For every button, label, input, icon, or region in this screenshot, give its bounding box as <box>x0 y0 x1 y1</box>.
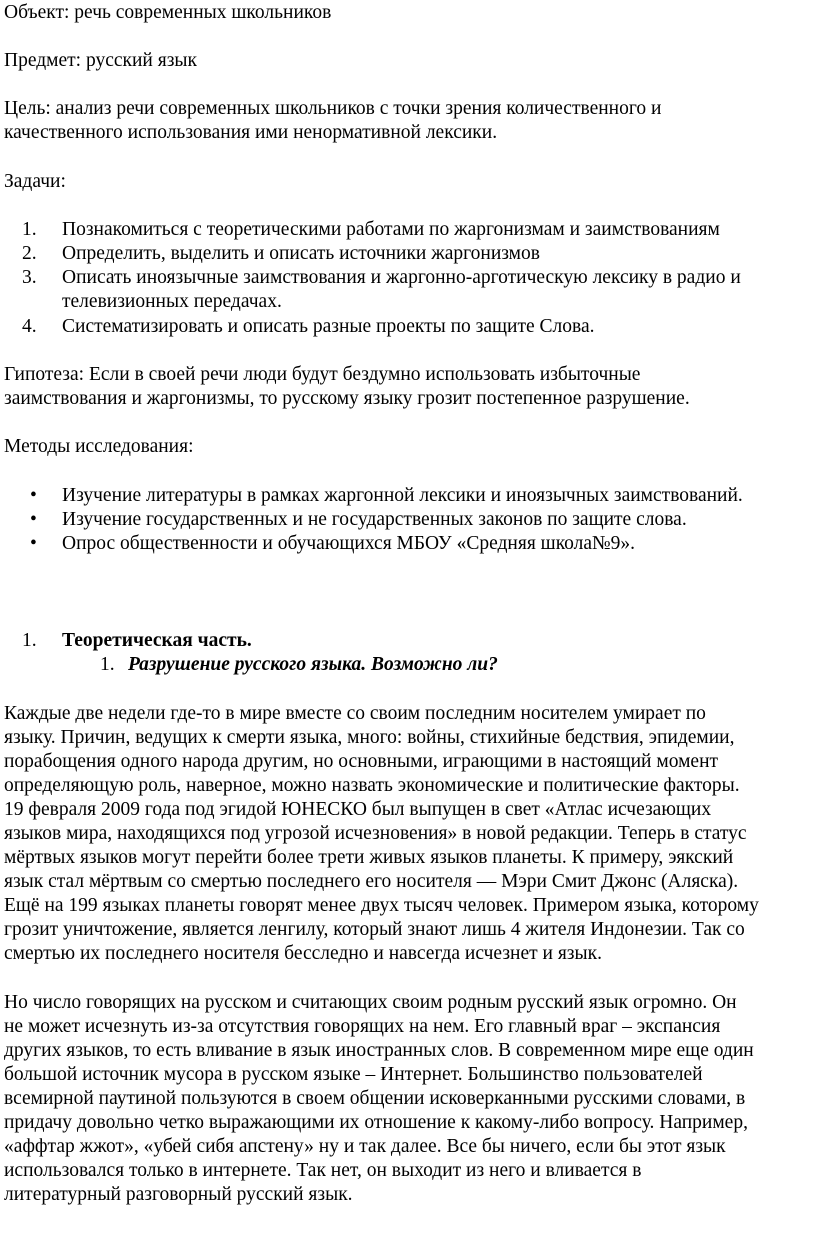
paragraph-line: Ещё на 199 языках планеты говорят менее двух тысяч человек. Примером языка, которому <box>4 895 759 916</box>
hypothesis-line-2: заимствования и жаргонизмы, то русскому языку грозит постепенное разрушение. <box>4 388 690 409</box>
goal-line-1: Цель: анализ речи современных школьников с точки зрения количественного и <box>4 98 662 119</box>
task-text: Определить, выделить и описать источники жаргонизмов <box>62 243 540 264</box>
task-text: Познакомиться с теоретическими работами по жаргонизмам и заимствованиям <box>62 219 720 240</box>
goal-line-2: качественного использования ими ненормативной лексики. <box>4 122 498 143</box>
paragraph-line: других языков, то есть вливание в язык иностранных слов. В современном мире еще один <box>4 1040 754 1061</box>
paragraph-line: «аффтар жжот», «убей сибя апстену» ну и так далее. Все бы ничего, если бы этот язык <box>4 1136 726 1157</box>
paragraph-line: порабощения одного народа другим, но основными, играющими в настоящий момент <box>4 751 719 772</box>
paragraph-line: 19 февраля 2009 года под эгидой ЮНЕСКО был выпущен в свет «Атлас исчезающих <box>4 799 712 820</box>
task-text: Описать иноязычные заимствования и жаргонно-арготическую лексику в радио и <box>62 267 741 288</box>
paragraph-line: языков мира, находящихся под угрозой исчезновения» в новой редакции. Теперь в статус <box>4 823 747 844</box>
task-text: Систематизировать и описать разные проекты по защите Слова. <box>62 316 595 337</box>
task-text-continued: телевизионных передачах. <box>62 291 282 312</box>
task-number: 1. <box>22 219 37 240</box>
bullet-icon: • <box>30 485 37 506</box>
bullet-icon: • <box>30 509 37 530</box>
paragraph-line: мёртвых языков могут перейти более трети живых языков планеты. К примеру, эякский <box>4 847 734 868</box>
paragraph-line: определяющую роль, наверное, можно назвать экономические и политические факторы. <box>4 775 740 796</box>
paragraph-line: использовался только в интернете. Так нет, он выходит из него и вливается в <box>4 1160 642 1181</box>
task-number: 2. <box>22 243 37 264</box>
object-line: Объект: речь современных школьников <box>4 2 332 23</box>
paragraph-line: всемирной паутиной пользуются в своем общении исковерканными русскими словами, в <box>4 1088 746 1109</box>
paragraph-line: Каждые две недели где-то в мире вместе со своим последним носителем умирает по <box>4 703 706 724</box>
task-number: 4. <box>22 316 37 337</box>
paragraph-line: литературный разговорный русский язык. <box>4 1184 353 1205</box>
bullet-icon: • <box>30 533 37 554</box>
method-text: Опрос общественности и обучающихся МБОУ «Средняя школа№9». <box>62 533 636 554</box>
paragraph-line: придачу довольно четко выражающими их отношение к какому-либо вопросу. Например, <box>4 1112 748 1133</box>
paragraph-line: грозит уничтожение, является ленгилу, который знают лишь 4 жителя Индонезии. Так со <box>4 919 745 940</box>
hypothesis-line-1: Гипотеза: Если в своей речи люди будут бездумно использовать избыточные <box>4 364 641 385</box>
tasks-heading: Задачи: <box>4 171 66 192</box>
subject-line: Предмет: русский язык <box>4 50 197 71</box>
subsection-number: 1. <box>100 654 115 675</box>
paragraph-line: язык стал мёртвым со смертью последнего его носителя — Мэри Смит Джонс (Аляска). <box>4 871 739 892</box>
paragraph-line: большой источник мусора в русском языке – Интернет. Большинство пользователей <box>4 1064 703 1085</box>
subsection-title: Разрушение русского языка. Возможно ли? <box>128 654 498 675</box>
methods-heading: Методы исследования: <box>4 436 194 457</box>
section-title: Теоретическая часть. <box>62 630 252 651</box>
section-number: 1. <box>22 630 37 651</box>
paragraph-line: Но число говорящих на русском и считающих своим родным русский язык огромно. Он <box>4 992 737 1013</box>
paragraph-line: не может исчезнуть из-за отсутствия говорящих на нем. Его главный враг – экспансия <box>4 1016 721 1037</box>
method-text: Изучение государственных и не государственных законов по защите слова. <box>62 509 687 530</box>
paragraph-line: смертью их последнего носителя бесследно и навсегда исчезнет и язык. <box>4 943 602 964</box>
task-number: 3. <box>22 267 37 288</box>
method-text: Изучение литературы в рамках жаргонной лексики и иноязычных заимствований. <box>62 485 743 506</box>
paragraph-line: языку. Причин, ведущих к смерти языка, много: войны, стихийные бедствия, эпидемии, <box>4 727 735 748</box>
